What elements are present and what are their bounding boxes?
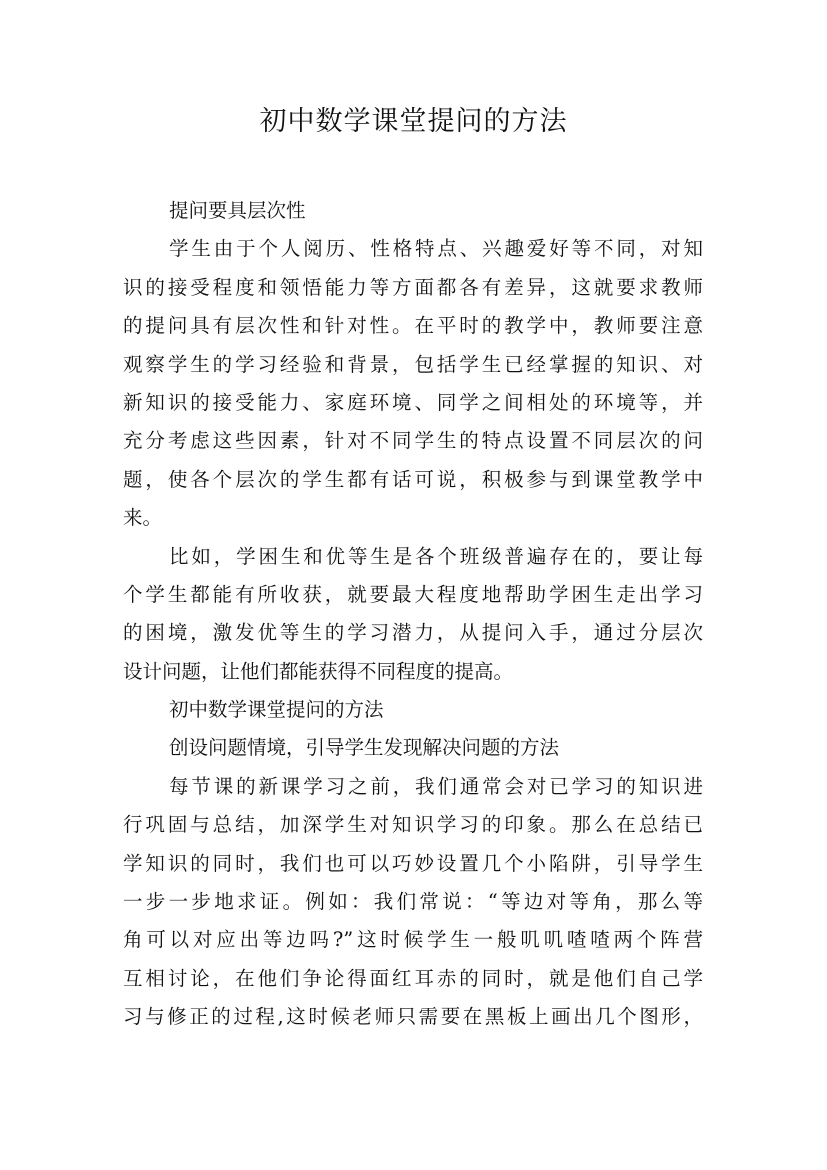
paragraph-line: 学生由于个人阅历、性格特点、兴趣爱好等不同，对知	[169, 237, 703, 261]
paragraph-line: 新知识的接受能力、家庭环境、同学之间相处的环境等，并	[123, 390, 703, 414]
paragraph-line: 来。	[123, 506, 163, 530]
paragraph-line: 行巩固与总结，加深学生对知识学习的印象。那么在总结已	[123, 813, 703, 837]
paragraph-line: 一步一步地求证。例如：我们常说：“等边对等角，那么等	[123, 890, 703, 914]
paragraph-line: 充分考虑这些因素，针对不同学生的特点设置不同层次的问	[123, 429, 703, 453]
paragraph-line: 的提问具有层次性和针对性。在平时的教学中，教师要注意	[123, 314, 703, 338]
heading-line: 创设问题情境，引导学生发现解决问题的方法	[169, 736, 560, 760]
document-body	[123, 192, 703, 1037]
paragraph-line: 每节课的新课学习之前，我们通常会对已学习的知识进	[169, 774, 703, 798]
heading-line: 提问要具层次性	[169, 199, 306, 222]
paragraph-line: 角可以对应出等边吗?”这时候学生一般叽叽喳喳两个阵营	[123, 928, 703, 952]
paragraph-line: 观察学生的学习经验和背景，包括学生已经掌握的知识、对	[123, 352, 703, 376]
paragraph-line: 比如，学困生和优等生是各个班级普遍存在的，要让每	[169, 544, 703, 568]
document-title: 初中数学课堂提问的方法	[259, 106, 568, 137]
paragraph-line: 学知识的同时，我们也可以巧妙设置几个小陷阱，引导学生	[123, 851, 703, 875]
paragraph-line: 设计问题，让他们都能获得不同程度的提高。	[123, 659, 514, 683]
paragraph-line: 个学生都能有所收获，就要最大程度地帮助学困生走出学习	[123, 582, 703, 606]
paragraph-line: 的困境，激发优等生的学习潜力，从提问入手，通过分层次	[123, 621, 703, 645]
paragraph-line: 题，使各个层次的学生都有话可说，积极参与到课堂教学中	[123, 467, 703, 491]
paragraph-line: 互相讨论，在他们争论得面红耳赤的同时，就是他们自己学	[123, 966, 703, 990]
paragraph-line: 习与修正的过程,这时候老师只需要在黑板上画出几个图形，	[123, 1005, 703, 1029]
heading-line: 初中数学课堂提问的方法	[169, 698, 384, 722]
paragraph-line: 识的接受程度和领悟能力等方面都各有差异，这就要求教师	[123, 275, 703, 299]
